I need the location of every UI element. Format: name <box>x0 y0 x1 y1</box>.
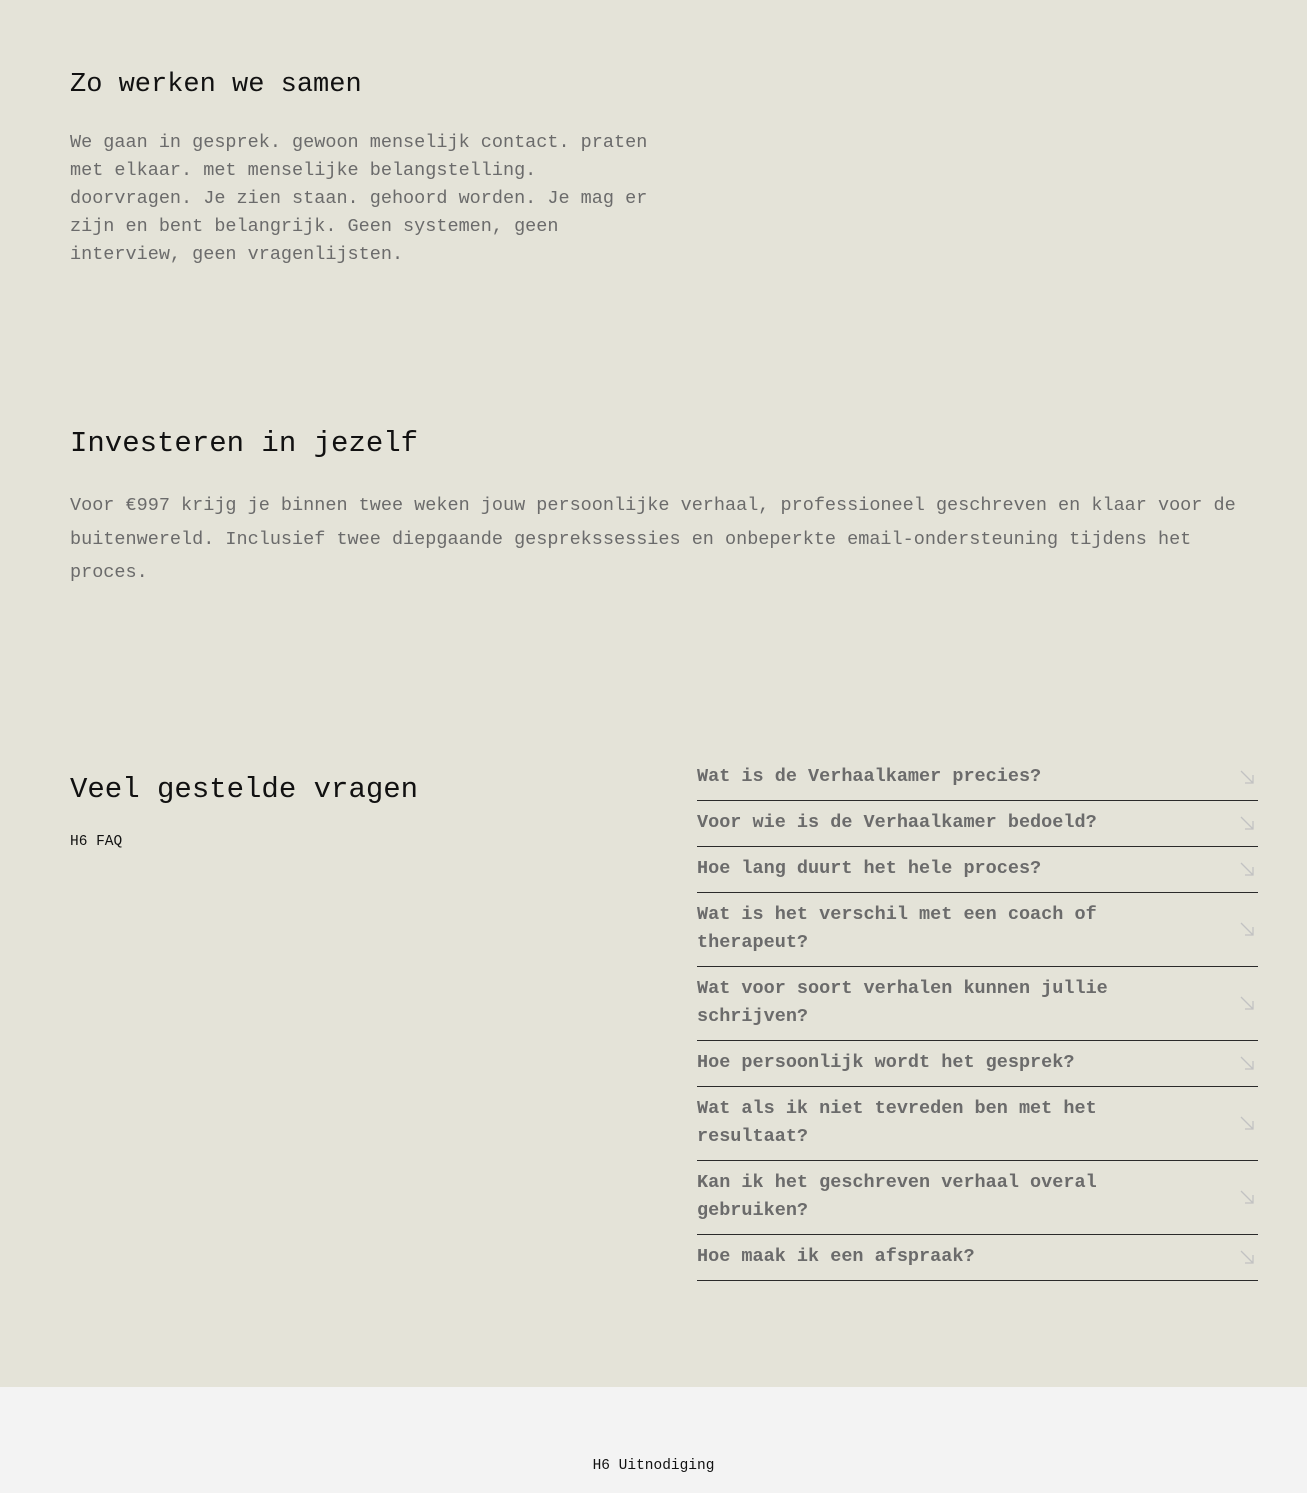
faq-item[interactable] <box>697 1087 1258 1161</box>
faq-item[interactable] <box>697 801 1258 847</box>
faq-question: Wat voor soort verhalen kunnen jullie schrijven? <box>697 978 1108 1027</box>
samenwerken-title: Zo werken we samen <box>70 70 362 100</box>
faq-question: Kan ik het geschreven verhaal overal gebruiken? <box>697 1172 1097 1221</box>
faq-question: Wat als ik niet tevreden ben met het resultaat? <box>697 1098 1097 1147</box>
arrow-down-right-icon <box>1238 1114 1256 1132</box>
arrow-down-right-icon <box>1238 994 1256 1012</box>
arrow-down-right-icon <box>1238 920 1256 938</box>
faq-item[interactable] <box>697 893 1258 967</box>
arrow-down-right-icon <box>1238 1248 1256 1266</box>
samenwerken-section <box>70 68 650 269</box>
investeren-body: Voor €997 krijg je binnen twee weken jouw persoonlijke verhaal, professioneel geschreven en klaar voor de buitenwereld. Inclusief twee diepgaande gesprekssessies en onbeperkte email-ondersteuning tijdens het proces. <box>70 495 1236 583</box>
investeren-section <box>70 426 1240 590</box>
faq-item[interactable] <box>697 967 1258 1041</box>
faq-list <box>697 755 1258 1281</box>
faq-question: Hoe lang duurt het hele proces? <box>697 858 1042 879</box>
faq-item[interactable] <box>697 1041 1258 1087</box>
faq-question: Hoe maak ik een afspraak? <box>697 1246 975 1267</box>
arrow-down-right-icon <box>1238 814 1256 832</box>
faq-question: Hoe persoonlijk wordt het gesprek? <box>697 1052 1075 1073</box>
faq-tag: H6 FAQ <box>70 834 123 850</box>
faq-item[interactable] <box>697 1161 1258 1235</box>
samenwerken-body: We gaan in gesprek. gewoon menselijk contact. praten met elkaar. met menselijke belangstelling. doorvragen. Je zien staan. gehoord worden. Je mag er zijn en bent belangrijk. Geen systemen, geen interview, geen vragenlijsten. <box>70 132 648 265</box>
faq-question: Wat is de Verhaalkamer precies? <box>697 766 1042 787</box>
faq-question: Wat is het verschil met een coach of therapeut? <box>697 904 1097 953</box>
arrow-down-right-icon <box>1238 768 1256 786</box>
arrow-down-right-icon <box>1238 860 1256 878</box>
arrow-down-right-icon <box>1238 1054 1256 1072</box>
footer-tag: H6 Uitnodiging <box>592 1458 715 1474</box>
arrow-down-right-icon <box>1238 1188 1256 1206</box>
faq-item[interactable] <box>697 1235 1258 1281</box>
footer <box>0 1387 1307 1493</box>
faq-item[interactable] <box>697 755 1258 801</box>
investeren-title: Investeren in jezelf <box>70 427 419 460</box>
faq-item[interactable] <box>697 847 1258 893</box>
faq-question: Voor wie is de Verhaalkamer bedoeld? <box>697 812 1097 833</box>
faq-intro <box>70 772 630 850</box>
faq-title: Veel gestelde vragen <box>70 773 419 806</box>
